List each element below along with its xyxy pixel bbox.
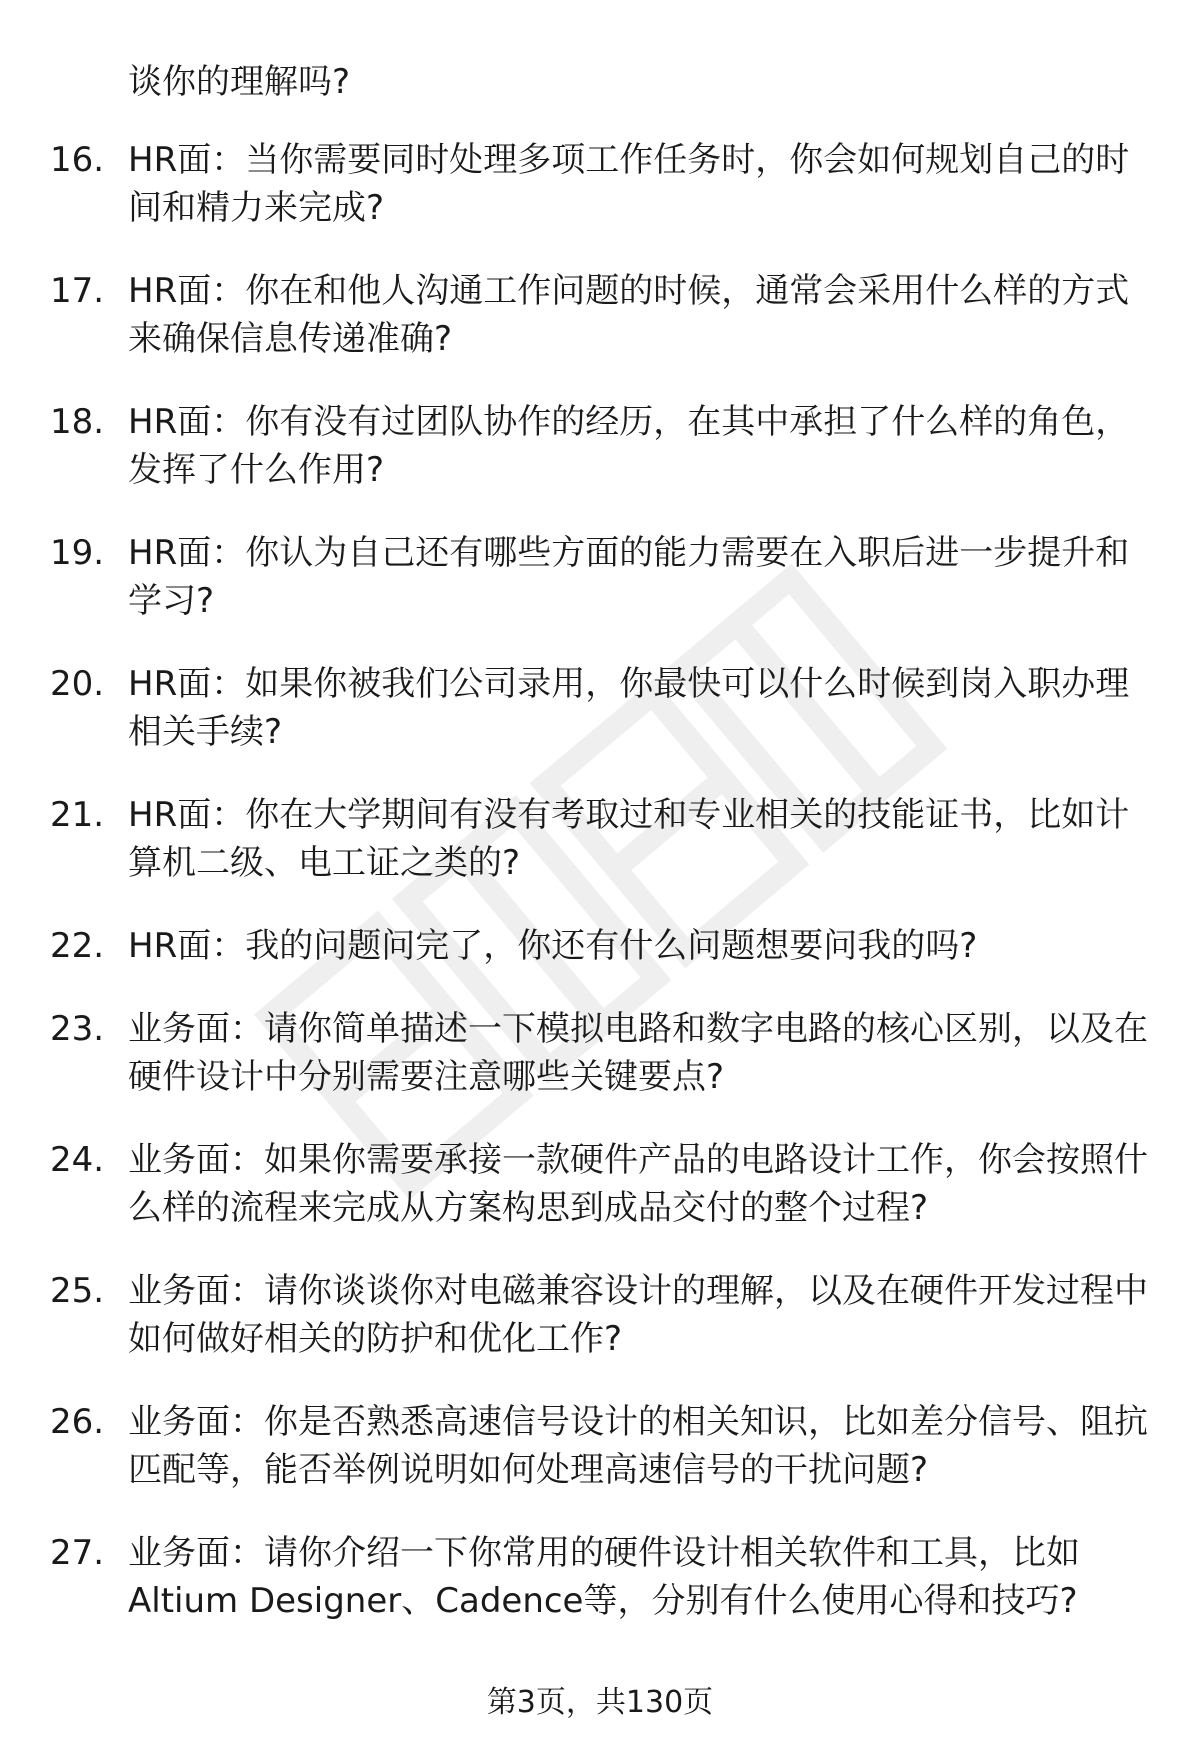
list-item bbox=[50, 660, 1160, 756]
question-text: HR面：你有没有过团队协作的经历，在其中承担了什么样的角色，发挥了什么作用? bbox=[128, 402, 1130, 490]
list-item bbox=[50, 1529, 1160, 1625]
list-item bbox=[50, 529, 1160, 625]
question-text: HR面：你在大学期间有没有考取过和专业相关的技能证书，比如计算机二级、电工证之类的? bbox=[128, 795, 1130, 883]
question-number: 17. bbox=[50, 271, 105, 311]
question-text: 业务面：你是否熟悉高速信号设计的相关知识，比如差分信号、阻抗匹配等，能否举例说明如何处理高速信号的干扰问题? bbox=[128, 1402, 1148, 1490]
question-number: 24. bbox=[50, 1140, 105, 1180]
question-number: 16. bbox=[50, 140, 105, 180]
question-number: 19. bbox=[50, 533, 105, 573]
list-item bbox=[50, 922, 1160, 970]
list-item bbox=[50, 1398, 1160, 1494]
list-item bbox=[50, 267, 1160, 363]
question-text: HR面：如果你被我们公司录用，你最快可以什么时候到岗入职办理相关手续? bbox=[128, 664, 1130, 752]
list-item bbox=[50, 1005, 1160, 1101]
question-number: 20. bbox=[50, 664, 105, 704]
question-number: 27. bbox=[50, 1533, 105, 1573]
question-number: 22. bbox=[50, 926, 105, 966]
question-text: HR面：我的问题问完了，你还有什么问题想要问我的吗? bbox=[128, 926, 978, 966]
list-item bbox=[50, 398, 1160, 494]
question-number: 26. bbox=[50, 1402, 105, 1442]
list-item bbox=[50, 136, 1160, 232]
question-text: HR面：你认为自己还有哪些方面的能力需要在入职后进一步提升和学习? bbox=[128, 533, 1130, 621]
page-footer: 第3页，共130页 bbox=[486, 1685, 714, 1720]
question-number: 23. bbox=[50, 1009, 105, 1049]
question-text: 业务面：请你谈谈你对电磁兼容设计的理解，以及在硬件开发过程中如何做好相关的防护和优化工作? bbox=[128, 1271, 1148, 1359]
question-number: 25. bbox=[50, 1271, 105, 1311]
question-number: 21. bbox=[50, 795, 105, 835]
question-list bbox=[50, 136, 1160, 1660]
list-item bbox=[50, 791, 1160, 887]
continuation-text: 谈你的理解吗? bbox=[128, 62, 351, 102]
question-text: HR面：你在和他人沟通工作问题的时候，通常会采用什么样的方式来确保信息传递准确? bbox=[128, 271, 1130, 359]
question-text: HR面：当你需要同时处理多项工作任务时，你会如何规划自己的时间和精力来完成? bbox=[128, 140, 1130, 228]
question-text: 业务面：如果你需要承接一款硬件产品的电路设计工作，你会按照什么样的流程来完成从方案构思到成品交付的整个过程? bbox=[128, 1140, 1148, 1228]
list-item bbox=[50, 1267, 1160, 1363]
question-number: 18. bbox=[50, 402, 105, 442]
question-text: 业务面：请你简单描述一下模拟电路和数字电路的核心区别，以及在硬件设计中分别需要注意哪些关键要点? bbox=[128, 1009, 1148, 1097]
question-text: 业务面：请你介绍一下你常用的硬件设计相关软件和工具，比如Altium Designer、Cadence等，分别有什么使用心得和技巧? bbox=[128, 1533, 1080, 1621]
list-item bbox=[50, 1136, 1160, 1232]
